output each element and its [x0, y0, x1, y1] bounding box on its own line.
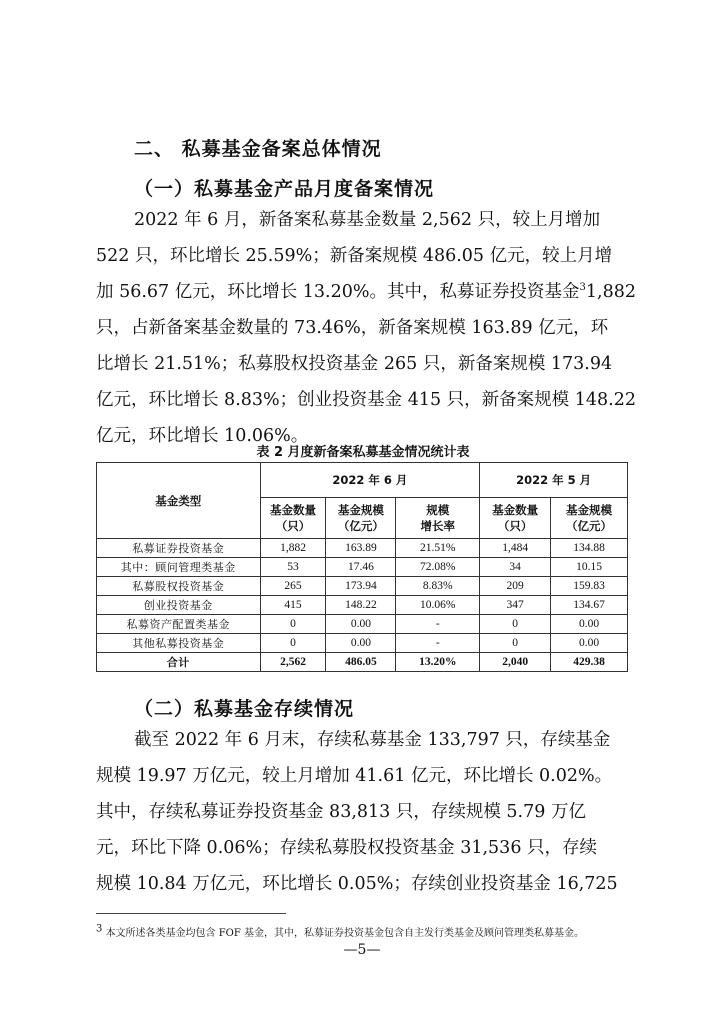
cell-may-size: 0.00 — [551, 634, 628, 653]
paragraph-line: 比增长 21.51%；私募股权投资基金 265 只，新备案规模 173.94 — [96, 354, 613, 374]
table-total-row — [97, 653, 628, 672]
page-number: —5— — [343, 942, 381, 958]
header-text: 基金数量 — [492, 503, 539, 517]
cell-june-count: 0 — [260, 615, 326, 634]
cell-growth: - — [396, 634, 480, 653]
header-growth-rate — [396, 498, 480, 539]
paragraph-line: 只，占新备案基金数量的 73.46%，新备案规模 163.89 亿元，环 — [96, 318, 609, 338]
cell-june-size: 148.22 — [326, 596, 396, 615]
cell-growth: 13.20% — [396, 653, 480, 672]
paragraph-line: 亿元，环比增长 10.06%。 — [96, 426, 309, 446]
header-june-2022: 2022 年 6 月 — [260, 463, 480, 498]
footnote — [96, 924, 636, 939]
paragraph-line: 规模 19.97 万亿元，较上月增加 41.61 亿元，环比增长 0.02%。 — [96, 766, 613, 786]
cell-growth: 21.51% — [396, 539, 480, 558]
cell-june-count: 2,562 — [260, 653, 326, 672]
cell-may-count: 34 — [480, 558, 551, 577]
cell-may-size: 159.83 — [551, 577, 628, 596]
header-text: （只） — [497, 519, 533, 533]
cell-may-count: 1,484 — [480, 539, 551, 558]
cell-june-size: 0.00 — [326, 634, 396, 653]
cell-june-count: 53 — [260, 558, 326, 577]
cell-growth: 8.83% — [396, 577, 480, 596]
header-may-count — [480, 498, 551, 539]
paragraph-line: 522 只，环比增长 25.59%；新备案规模 486.05 亿元，较上月增 — [96, 246, 613, 266]
table-row — [97, 634, 628, 653]
cell-category: 私募资产配置类基金 — [97, 615, 261, 634]
paragraph-line: 截至 2022 年 6 月末，存续私募基金 133,797 只，存续基金 — [134, 730, 611, 750]
cell-may-count: 347 — [480, 596, 551, 615]
section-heading: 二、 私募基金备案总体情况 — [134, 138, 382, 160]
footnote-mark: 3 — [96, 923, 103, 935]
table-row — [97, 615, 628, 634]
paragraph-line: 规模 10.84 万亿元，环比增长 0.05%；存续创业投资基金 16,725 — [96, 874, 618, 894]
header-may-2022: 2022 年 5 月 — [480, 463, 628, 498]
cell-june-count: 1,882 — [260, 539, 326, 558]
cell-category: 创业投资基金 — [97, 596, 261, 615]
cell-june-count: 0 — [260, 634, 326, 653]
footnote-text: 本文所述各类基金均包含 FOF 基金，其中，私募证券投资基金包含自主发行类基金及顾问管理类私募基金。 — [105, 928, 584, 939]
subsection-heading-1: （一）私募基金产品月度备案情况 — [134, 178, 435, 200]
cell-may-count: 209 — [480, 577, 551, 596]
cell-category: 私募证券投资基金 — [97, 539, 261, 558]
table-row — [97, 577, 628, 596]
paragraph-line-text: 加 56.67 亿元，环比增长 13.20%。其中，私募证券投资基金 — [96, 282, 580, 302]
paragraph-line: 亿元，环比增长 8.83%；创业投资基金 415 只，新备案规模 148.22 — [96, 390, 636, 410]
paragraph-line: 2022 年 6 月，新备案私募基金数量 2,562 只，较上月增加 — [134, 210, 601, 230]
cell-june-size: 17.46 — [326, 558, 396, 577]
header-text: 增长率 — [420, 519, 456, 533]
cell-growth: - — [396, 615, 480, 634]
cell-may-count: 2,040 — [480, 653, 551, 672]
paragraph-line — [96, 274, 636, 310]
cell-category: 其中：顾问管理类基金 — [97, 558, 261, 577]
cell-june-size: 163.89 — [326, 539, 396, 558]
table-row — [97, 558, 628, 577]
header-text: （只） — [275, 519, 311, 533]
footnote-ref: 3 — [579, 282, 586, 294]
cell-may-size: 429.38 — [551, 653, 628, 672]
header-fund-type: 基金类型 — [97, 463, 261, 539]
paragraph-outstanding-funds — [96, 722, 630, 902]
cell-may-count: 0 — [480, 615, 551, 634]
header-text: 基金数量 — [270, 503, 317, 517]
header-text: （亿元） — [337, 519, 384, 533]
cell-category: 私募股权投资基金 — [97, 577, 261, 596]
table-caption: 表 2 月度新备案私募基金情况统计表 — [256, 445, 470, 460]
header-june-count — [260, 498, 326, 539]
header-text: （亿元） — [566, 519, 613, 533]
cell-june-size: 0.00 — [326, 615, 396, 634]
header-text: 基金规模 — [566, 503, 613, 517]
cell-may-size: 10.15 — [551, 558, 628, 577]
header-text: 规模 — [426, 503, 450, 517]
header-june-size — [326, 498, 396, 539]
paragraph-line: 元，环比下降 0.06%；存续私募股权投资基金 31,536 只，存续 — [96, 838, 598, 858]
paragraph-line: 其中，存续私募证券投资基金 83,813 只，存续规模 5.79 万亿 — [96, 802, 586, 822]
cell-june-size: 173.94 — [326, 577, 396, 596]
footnote-divider — [96, 913, 286, 914]
monthly-filing-table — [96, 462, 628, 672]
cell-may-size: 0.00 — [551, 615, 628, 634]
cell-june-size: 486.05 — [326, 653, 396, 672]
cell-category: 合计 — [97, 653, 261, 672]
table-header-row — [97, 463, 628, 498]
cell-growth: 10.06% — [396, 596, 480, 615]
table-row — [97, 596, 628, 615]
cell-may-size: 134.67 — [551, 596, 628, 615]
cell-growth: 72.08% — [396, 558, 480, 577]
cell-may-count: 0 — [480, 634, 551, 653]
cell-may-size: 134.88 — [551, 539, 628, 558]
table-row — [97, 539, 628, 558]
cell-june-count: 265 — [260, 577, 326, 596]
cell-june-count: 415 — [260, 596, 326, 615]
header-may-size — [551, 498, 628, 539]
paragraph-monthly-filing — [96, 202, 636, 454]
subsection-heading-2: （二）私募基金存续情况 — [134, 698, 355, 720]
paragraph-line-tail: 1,882 — [585, 282, 636, 302]
cell-category: 其他私募投资基金 — [97, 634, 261, 653]
header-text: 基金规模 — [337, 503, 384, 517]
